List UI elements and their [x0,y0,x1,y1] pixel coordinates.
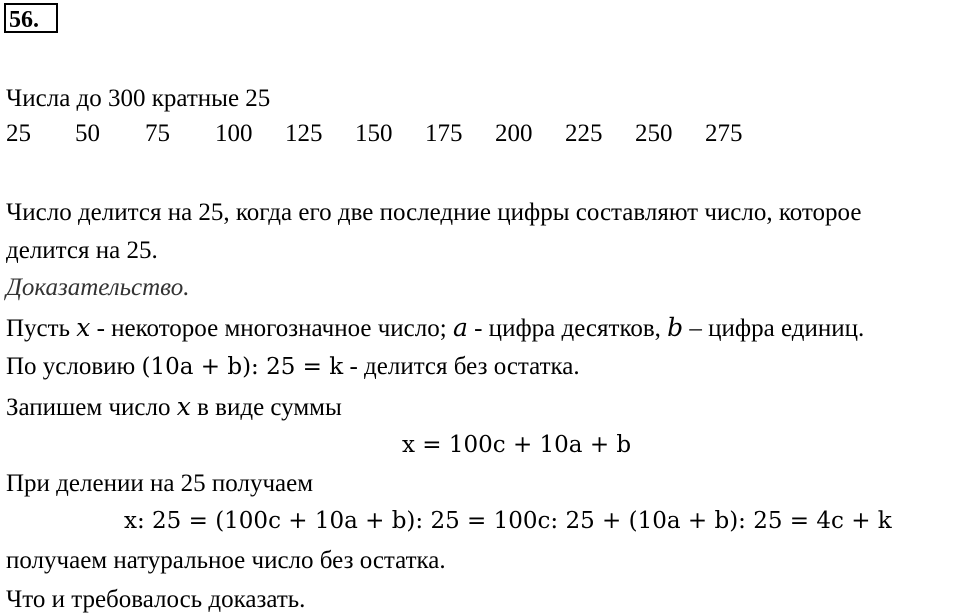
text-fragment: - делится без остатка. [343,353,580,380]
multiple-item: 275 [705,120,743,147]
text-fragment: Запишем число [6,394,177,421]
text-fragment: По условию [6,353,142,380]
multiple-item: 200 [495,120,533,147]
condition-expression: (10a + b): 25 = k [141,354,344,380]
multiple-item: 75 [145,120,170,147]
multiple-item: 50 [75,120,100,147]
variable-x: x [176,392,191,421]
variable-b: b [667,313,684,342]
conclusion: Что и требовалось доказать. [6,586,306,613]
intro-text: Числа до 300 кратные 25 [6,85,271,112]
multiple-item: 25 [6,120,31,147]
variable-a: a [452,313,468,342]
proof-line-5: получаем натуральное число без остатка. [6,547,446,574]
rule-line-2: делится на 25. [6,237,158,264]
multiple-item: 100 [215,120,253,147]
text-fragment: в виде суммы [190,394,342,421]
variable-x: x [76,313,91,342]
division-formula: x: 25 = (100c + 10a + b): 25 = 100c: 25 + (10a + b): 25 = 4c + k [124,508,892,534]
multiple-item: 225 [565,120,603,147]
multiple-item: 125 [285,120,323,147]
proof-line-2 [6,352,580,382]
proof-heading: Доказательство. [6,274,190,301]
text-fragment: Пусть [6,315,77,342]
sum-formula: x = 100c + 10a + b [402,432,632,458]
multiple-item: 250 [635,120,673,147]
text-fragment: – цифра единиц. [683,315,865,342]
text-fragment: - цифра десятков, [467,315,668,342]
proof-line-1 [6,313,864,344]
text-fragment: - некоторое многозначное число; [90,315,453,342]
rule-line-1: Число делится на 25, когда его две последние цифры составляют число, которое [6,199,862,226]
multiple-item: 175 [425,120,463,147]
proof-line-4: При делении на 25 получаем [6,470,314,497]
proof-line-3 [6,392,342,423]
multiple-item: 150 [355,120,393,147]
problem-number: 56. [4,3,58,33]
